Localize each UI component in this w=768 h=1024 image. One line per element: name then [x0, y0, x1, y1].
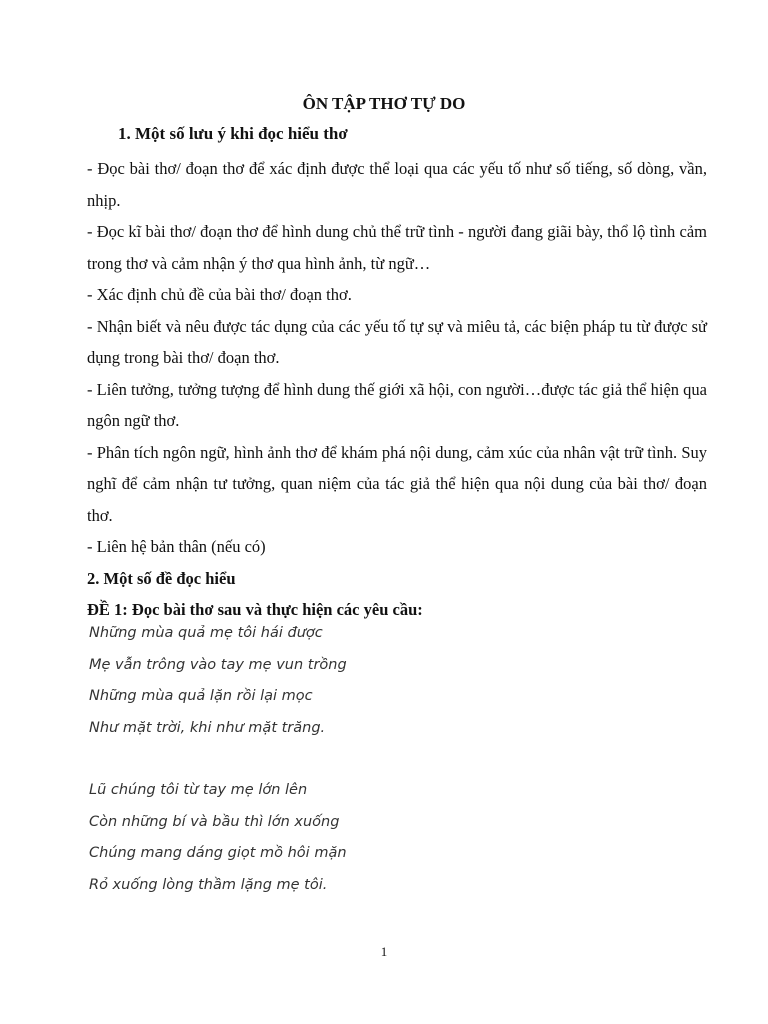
- stanza-break: [89, 744, 689, 775]
- note-paragraph: - Nhận biết và nêu được tác dụng của các yếu tố tự sự và miêu tả, các biện pháp tu từ được sử dụng trong bài thơ/ đoạn thơ.: [87, 316, 707, 367]
- poem-line: Rỏ xuống lòng thầm lặng mẹ tôi.: [89, 876, 328, 893]
- section-2-heading: 2. Một số đề đọc hiểu: [87, 568, 236, 588]
- poem-line: Mẹ vẫn trông vào tay mẹ vun trồng: [89, 656, 347, 673]
- note-paragraph: - Liên hệ bản thân (nếu có): [87, 537, 266, 556]
- poem-line: Những mùa quả mẹ tôi hái được: [89, 625, 323, 641]
- document-title: ÔN TẬP THƠ TỰ DO: [302, 94, 466, 113]
- document-body: [87, 153, 707, 626]
- poem-line: Còn những bí và bầu thì lớn xuống: [89, 813, 340, 830]
- poem-line: Lũ chúng tôi từ tay mẹ lớn lên: [89, 782, 308, 798]
- poem: [89, 618, 689, 901]
- poem-line: Chúng mang dáng giọt mồ hôi mặn: [89, 845, 347, 861]
- note-paragraph: - Xác định chủ đề của bài thơ/ đoạn thơ.: [87, 285, 352, 304]
- section-1-heading: 1. Một số lưu ý khi đọc hiểu thơ: [118, 124, 348, 143]
- page-number: 1: [380, 944, 388, 959]
- note-paragraph: - Phân tích ngôn ngữ, hình ảnh thơ để khám phá nội dung, cảm xúc của nhân vật trữ tình. Suy nghĩ để cảm nhận tư tưởng, quan niệm của tác giả thể hiện qua nội dung của bài thơ/ đoạn thơ.: [87, 442, 707, 525]
- poem-line: Những mùa quả lặn rồi lại mọc: [89, 688, 313, 704]
- note-paragraph: - Liên tưởng, tưởng tượng để hình dung thế giới xã hội, con người…được tác giả thể hiện qua ngôn ngữ thơ.: [87, 379, 707, 430]
- note-paragraph: - Đọc kĩ bài thơ/ đoạn thơ để hình dung chủ thể trữ tình - người đang giãi bày, thổ lộ tình cảm trong thơ và cảm nhận ý thơ qua hình ảnh, từ ngữ…: [87, 222, 707, 273]
- exercise-1-heading: ĐỀ 1: Đọc bài thơ sau và thực hiện các yêu cầu:: [87, 600, 423, 619]
- note-paragraph: - Đọc bài thơ/ đoạn thơ để xác định được thể loại qua các yếu tố như số tiếng, số dòng, vần, nhịp.: [87, 159, 707, 210]
- poem-line: Như mặt trời, khi như mặt trăng.: [89, 719, 326, 736]
